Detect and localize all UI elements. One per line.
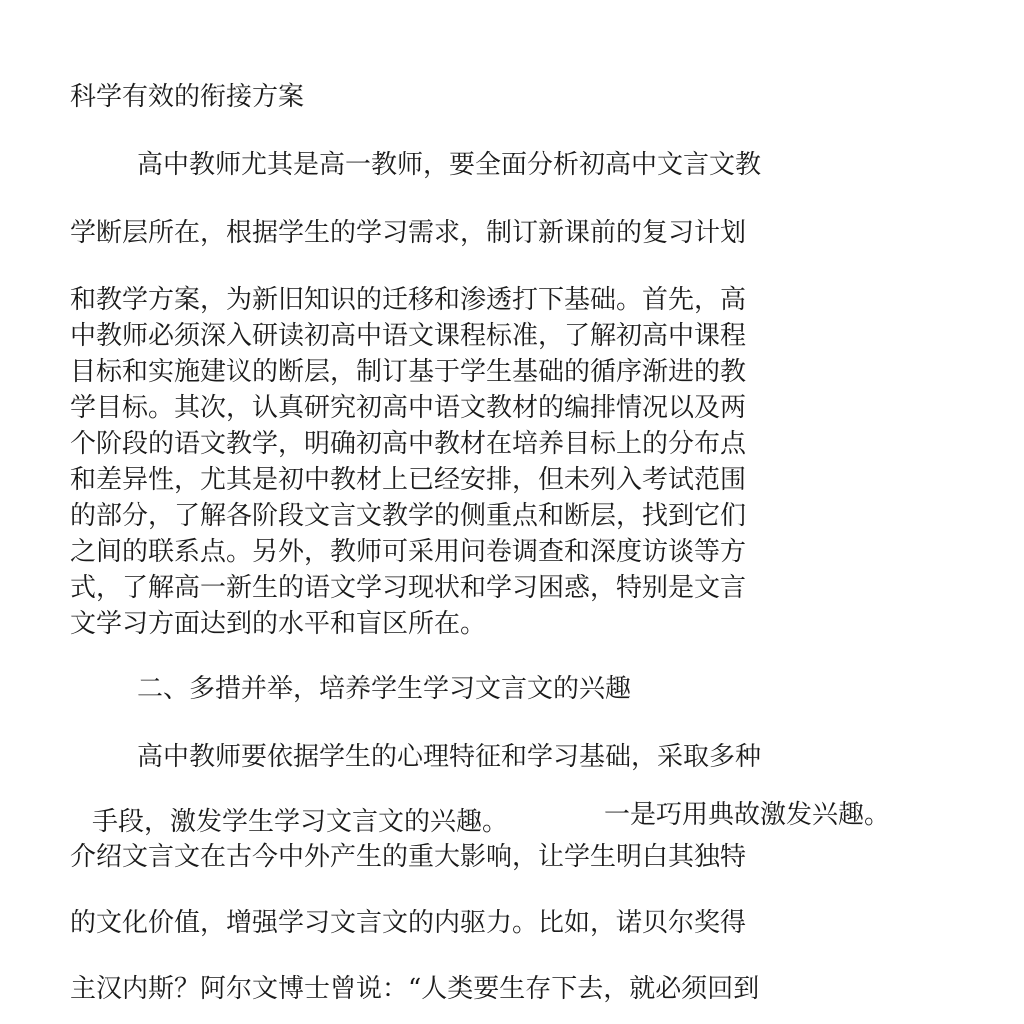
paragraph-line: 中教师必须深入研读初高中语文课程标准，了解初高中课程 bbox=[70, 321, 747, 351]
paragraph-line: 主汉内斯？阿尔文博士曾说：“人类要生存下去，就必须回到 bbox=[70, 974, 760, 1004]
paragraph-line: 高中教师要依据学生的心理特征和学习基础，采取多种 bbox=[137, 742, 762, 772]
paragraph-line: 之间的联系点。另外，教师可采用问卷调查和深度访谈等方 bbox=[70, 537, 747, 567]
paragraph-line: 个阶段的语文教学，明确初高中教材在培养目标上的分布点 bbox=[70, 429, 747, 459]
paragraph-line: 手段，激发学生学习文言文的兴趣。 bbox=[92, 807, 509, 837]
paragraph-line-subpoint: 一是巧用典故激发兴趣。 bbox=[604, 800, 891, 830]
paragraph-line: 学目标。其次，认真研究初高中语文教材的编排情况以及两 bbox=[70, 393, 747, 423]
paragraph-line: 高中教师尤其是高一教师，要全面分析初高中文言文教 bbox=[137, 150, 762, 180]
paragraph-line: 和教学方案，为新旧知识的迁移和渗透打下基础。首先，高 bbox=[70, 285, 747, 315]
paragraph-line: 和差异性，尤其是初中教材上已经安排，但未列入考试范围 bbox=[70, 465, 747, 495]
paragraph-line: 式，了解高一新生的语文学习现状和学习困惑，特别是文言 bbox=[70, 573, 747, 603]
paragraph-line: 学断层所在，根据学生的学习需求，制订新课前的复习计划 bbox=[70, 218, 747, 248]
section-heading-fragment: 科学有效的衔接方案 bbox=[70, 82, 305, 112]
paragraph-line: 的文化价值，增强学习文言文的内驱力。比如，诺贝尔奖得 bbox=[70, 908, 747, 938]
paragraph-line: 文学习方面达到的水平和盲区所在。 bbox=[70, 609, 487, 639]
paragraph-line: 介绍文言文在古今中外产生的重大影响，让学生明白其独特 bbox=[70, 842, 747, 872]
section-heading: 二、多措并举，培养学生学习文言文的兴趣 bbox=[137, 674, 632, 704]
paragraph-line: 目标和实施建议的断层，制订基于学生基础的循序渐进的教 bbox=[70, 357, 747, 387]
paragraph-line: 的部分，了解各阶段文言文教学的侧重点和断层，找到它们 bbox=[70, 501, 747, 531]
